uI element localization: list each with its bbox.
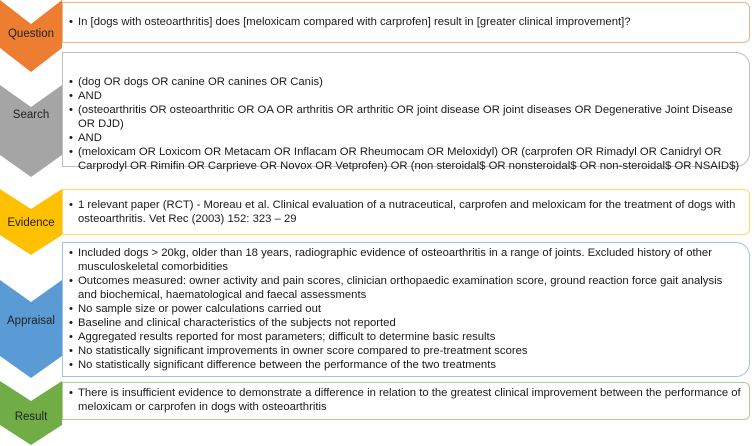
step-label-evidence: Evidence <box>7 217 55 229</box>
result-box <box>62 382 750 420</box>
appraisal-box <box>62 242 750 377</box>
chevron-search <box>0 55 62 179</box>
appraisal-item: • No statistically significant improvements in owner score compared to pre-treatment scores <box>69 344 743 358</box>
step-label-search: Search <box>12 109 50 121</box>
result-item: • There is insufficient evidence to demonstrate a difference in relation to the greatest clinical improvement between the performance of meloxicam or carprofen in dogs with osteoarthritis <box>69 386 743 414</box>
appraisal-item: • Outcomes measured: owner activity and pain scores, clinician orthopaedic examination score, ground reaction force gait analysis and biochemical, haematological and faecal assessments <box>69 274 743 302</box>
search-item: • AND <box>69 89 743 103</box>
chevron-down-icon <box>0 280 62 390</box>
appraisal-item: • No sample size or power calculations carried out <box>69 302 743 316</box>
chevron-evidence <box>0 177 62 257</box>
search-item: • (dog OR dogs OR canine OR canines OR Canis) <box>69 75 743 89</box>
appraisal-item: • No statistically significant difference between the performance of the two treatments <box>69 358 743 372</box>
search-item: • (meloxicam OR Loxicom OR Metacam OR Inflacam OR Rheumocam OR Meloxidyl) OR (carprofen OR Rimadyl OR Canidryl OR Carprodyl OR Rimifin OR Carprieve OR Novox OR Vetprofen) OR (non steroidal$ OR nonsteroidal$ OR non-steroidal$ OR NSAID$) <box>69 145 743 173</box>
appraisal-item: • Baseline and clinical characteristics of the subjects not reported <box>69 316 743 330</box>
step-label-question: Question <box>7 28 55 40</box>
search-item: • AND <box>69 131 743 145</box>
search-item: • (osteoarthritis OR osteoarthritic OR OA OR arthritis OR arthritic OR joint disease OR joint diseases OR Degenerative Joint Disease OR DJD) <box>69 103 743 131</box>
step-label-result: Result <box>14 411 48 423</box>
chevron-appraisal <box>0 280 62 390</box>
search-box <box>62 52 750 172</box>
evidence-box <box>62 189 750 235</box>
appraisal-item: • Aggregated results reported for most parameters; difficult to determine basic results <box>69 330 743 344</box>
question-item: • In [dogs with osteoarthritis] does [meloxicam compared with carprofen] result in [greater clinical improvement]? <box>69 15 743 29</box>
question-box <box>62 2 750 43</box>
appraisal-item: • Included dogs > 20kg, older than 18 years, radiographic evidence of osteoarthritis in a range of joints. Excluded history of other musculoskeletal comorbidities <box>69 246 743 274</box>
evidence-item: • 1 relevant paper (RCT) - Moreau et al. Clinical evaluation of a nutraceutical, carprofen and meloxicam for the treatment of dogs with osteoarthritis. Vet Rec (2003) 152: 323 – 29 <box>69 198 743 226</box>
chevron-result <box>0 381 62 446</box>
step-label-appraisal: Appraisal <box>7 315 55 327</box>
